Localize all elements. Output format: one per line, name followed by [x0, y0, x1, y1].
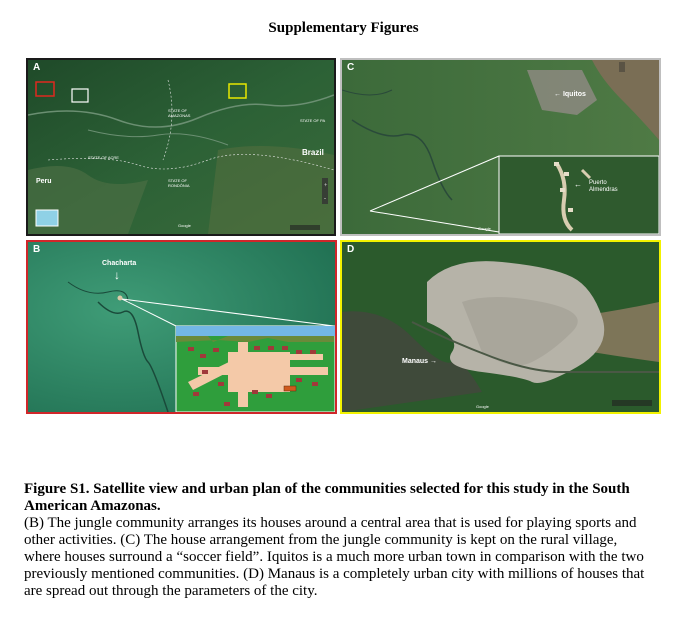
- map-label-acre: STATE OF ACRE: [88, 155, 119, 160]
- place-label-chacharta: Chacharta: [102, 260, 137, 267]
- figure-panel-d: [340, 240, 661, 414]
- map-label-rondonia: STATE OF RONDÔNIA: [168, 178, 190, 188]
- place-label-manaus: [402, 358, 437, 365]
- svg-text:-: -: [324, 196, 326, 202]
- panel-label-b: B: [33, 244, 41, 255]
- satellite-map-amazon-region: [28, 60, 334, 234]
- arrow-left-icon: ←: [554, 91, 563, 98]
- panel-label-d: D: [347, 244, 355, 255]
- arrow-down-icon: ↓: [114, 268, 120, 282]
- place-label-puerto-almendras: Puerto Almendras: [589, 180, 618, 193]
- svg-text:+: +: [324, 183, 328, 189]
- iquitos-text: Iquitos: [562, 91, 586, 98]
- map-thumbnail: [36, 210, 58, 226]
- map-label-brazil: Brazil: [302, 148, 324, 157]
- caption-title: Figure S1. Satellite view and urban plan of the communities selected for this study in the South American Amazonas.: [24, 481, 630, 514]
- village-marker: [118, 296, 123, 301]
- google-watermark-d: Google: [476, 404, 489, 409]
- figure-panel-a: [26, 58, 336, 236]
- arrow-right-icon: →: [428, 358, 438, 365]
- manaus-text: Manaus: [402, 358, 429, 365]
- figure-panel-b: [26, 240, 337, 414]
- figure-panel-c: [340, 58, 661, 236]
- panel-label-c: C: [347, 62, 355, 73]
- arrow-left-icon: ←: [574, 180, 582, 189]
- map-label-para: STATE OF PA: [300, 118, 326, 123]
- page-heading: Supplementary Figures: [268, 20, 419, 36]
- satellite-map-iquitos: [342, 60, 659, 234]
- panel-label-a: A: [33, 62, 41, 73]
- place-label-iquitos: [554, 91, 586, 98]
- map-label-peru: Peru: [36, 178, 52, 185]
- satellite-map-manaus: [342, 242, 659, 412]
- map-label-amazonas: STATE OF AMAZONAS: [168, 108, 191, 118]
- urban-plan-inset: [176, 326, 335, 412]
- google-watermark-a: Google: [178, 223, 191, 228]
- figure-caption: [24, 481, 654, 600]
- satellite-map-jungle-community: [28, 242, 335, 412]
- google-watermark-c: Google: [478, 226, 491, 231]
- puerto-almendras-inset: [499, 156, 659, 234]
- caption-body: (B) The jungle community arranges its houses around a central area that is used for playing sports and other activities. (C) The house arrangement from the jungle community is kept on the rural village, where houses surround a “soccer field”. Iquitos is a much more urban town in comparison with the two previously mentioned communities. (D) Manaus is a completely urban city with millions of houses that are spread out through the parameters of the city.: [24, 515, 645, 599]
